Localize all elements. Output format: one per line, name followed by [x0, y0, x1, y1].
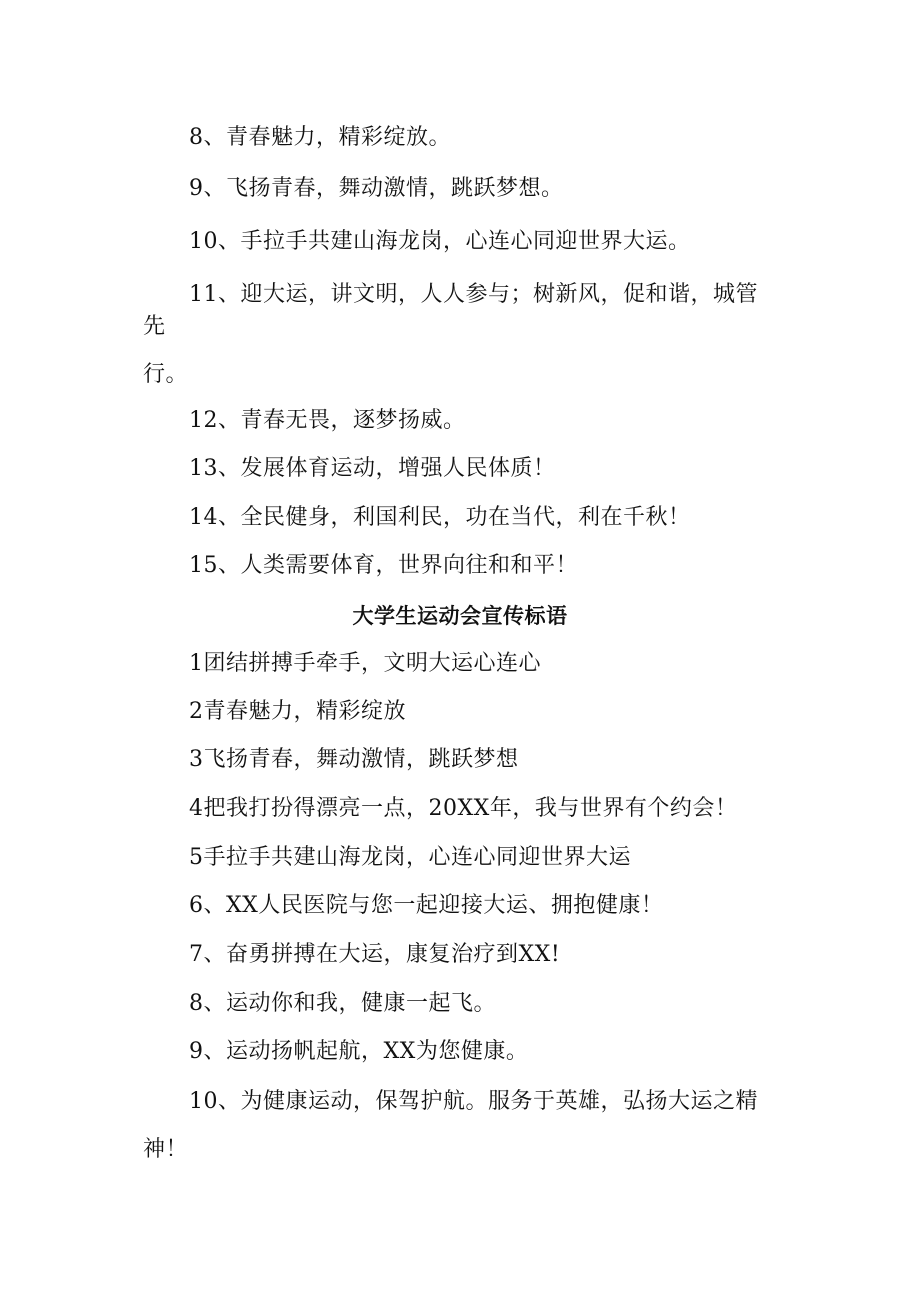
slogan-line-15: 15、人类需要体育，世界向往和和平！: [189, 553, 578, 578]
university-slogan-10-wrap: 神！: [143, 1137, 189, 1162]
slogan-line-8: 8、青春魅力，精彩绽放。: [189, 125, 451, 150]
university-slogan-8: 8、运动你和我，健康一起飞。: [189, 991, 496, 1016]
slogan-line-10: 10、手拉手共建山海龙岗，心连心同迎世界大运。: [189, 229, 691, 254]
university-slogan-7: 7、奋勇拼搏在大运，康复治疗到XX!: [189, 942, 561, 967]
university-slogan-2: 2青春魅力，精彩绽放: [189, 699, 406, 724]
university-slogan-5: 5手拉手共建山海龙岗，心连心同迎世界大运: [189, 845, 631, 870]
slogan-line-13: 13、发展体育运动，增强人民体质！: [189, 456, 556, 481]
slogan-line-11: 11、迎大运，讲文明，人人参与；树新风，促和谐，城管: [189, 282, 758, 307]
university-slogan-4: 4把我打扮得漂亮一点，20XX年，我与世界有个约会！: [189, 796, 738, 821]
university-slogan-3: 3飞扬青春，舞动激情，跳跃梦想: [189, 747, 519, 772]
slogan-line-12: 12、青春无畏，逐梦扬威。: [189, 408, 466, 433]
university-slogan-1: 1团结拼搏手牵手，文明大运心连心: [189, 651, 541, 676]
slogan-line-11-wrap-1: 先: [143, 314, 166, 339]
slogan-line-9: 9、飞扬青春，舞动激情，跳跃梦想。: [189, 176, 564, 201]
section-heading: 大学生运动会宣传标语: [352, 604, 568, 628]
slogan-line-11-wrap-2: 行。: [143, 362, 189, 387]
university-slogan-6: 6、XX人民医院与您一起迎接大运、拥抱健康！: [189, 893, 664, 918]
university-slogan-10: 10、为健康运动，保驾护航。服务于英雄，弘扬大运之精: [189, 1089, 758, 1114]
university-slogan-9: 9、运动扬帆起航，XX为您健康。: [189, 1039, 529, 1064]
slogan-line-14: 14、全民健身，利国利民，功在当代，利在千秋！: [189, 505, 691, 530]
